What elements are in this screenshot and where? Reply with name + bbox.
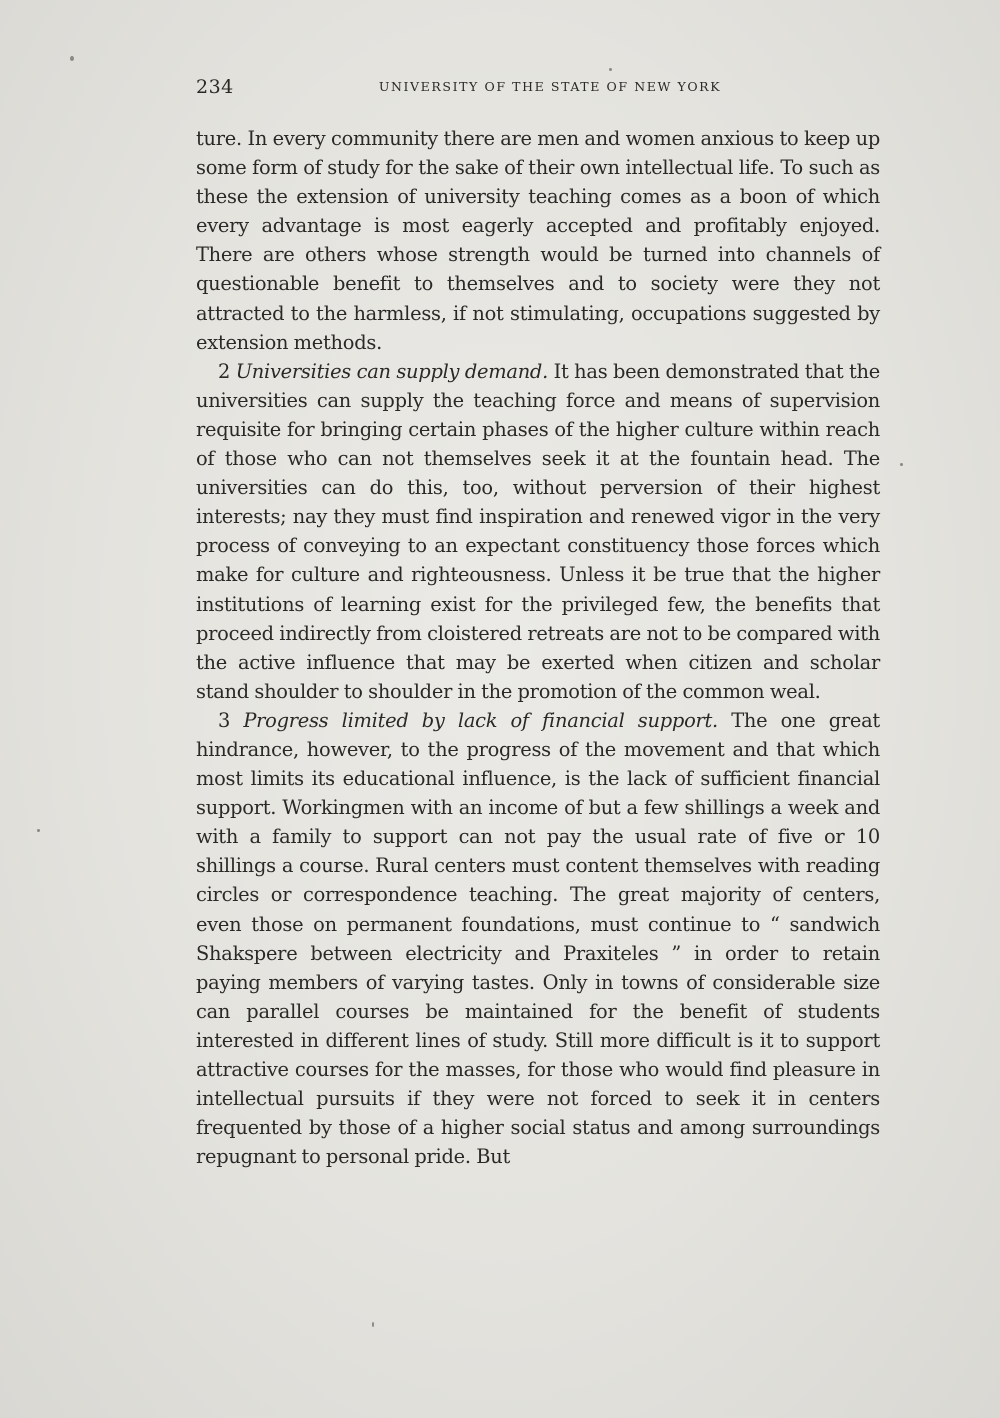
running-head: UNIVERSITY OF THE STATE OF NEW YORK <box>378 79 722 94</box>
paper-speck <box>900 463 903 466</box>
paragraph-2-number: 2 <box>218 359 236 383</box>
paragraph-3-title: Progress limited by lack of financial support. <box>243 708 718 732</box>
paragraph-1 <box>196 124 880 357</box>
paper-speck <box>609 68 612 71</box>
paragraph-2-text: It has been demonstrated that the universities can supply the teaching force and means of supervision requisite for bringing certain phases of the higher culture within reach of those who can not themselves seek it at the fountain head. The universities can do this, too, without perversion of their highest interests; nay they must find inspiration and renewed vigor in the very process of conveying to an expectant constituency those forces which make for culture and righteousness. Unless it be true that the higher institutions of learning exist for the privileged few, the benefits that proceed indirectly from cloistered retreats are not to be compared with the active influence that may be exerted when citizen and scholar stand shoulder to shoulder in the promotion of the common weal. <box>196 359 880 703</box>
paper-speck <box>37 829 40 832</box>
page-number: 234 <box>196 76 234 98</box>
paragraph-3 <box>196 706 880 1172</box>
body-text <box>196 124 880 1171</box>
paragraph-2 <box>196 357 880 706</box>
page-header <box>196 76 880 102</box>
paragraph-3-text: The one great hindrance, however, to the progress of the movement and that which most limits its educational influence, is the lack of sufficient financial support. Workingmen with an income of but a few shillings a week and with a family to support can not pay the usual rate of five or 10 shillings a course. Rural centers must content themselves with reading circles or correspondence teaching. The great majority of centers, even those on permanent foundations, must continue to “ sandwich Shakspere between electricity and Praxiteles ” in order to retain paying members of varying tastes. Only in towns of considerable size can parallel courses be maintained for the benefit of students interested in different lines of study. Still more difficult is it to support attractive courses for the masses, for those who would find pleasure in intellectual pursuits if they were not forced to seek it in centers frequented by those of a higher social status and among surroundings repugnant to personal pride. But <box>196 708 880 1169</box>
paragraph-2-title: Universities can supply demand. <box>235 359 549 383</box>
paper-speck <box>70 56 74 61</box>
paper-speck <box>372 1322 374 1327</box>
paragraph-3-number: 3 <box>218 708 244 732</box>
paragraph-1-text: ture. In every community there are men and women anxious to keep up some form of study for the sake of their own intellectual life. To such as these the extension of university teaching comes as a boon of which every advantage is most eagerly accepted and profitably enjoyed. There are others whose strength would be turned into channels of questionable benefit to themselves and to society were they not attracted to the harmless, if not stimulating, occupations suggested by extension methods. <box>196 127 880 354</box>
